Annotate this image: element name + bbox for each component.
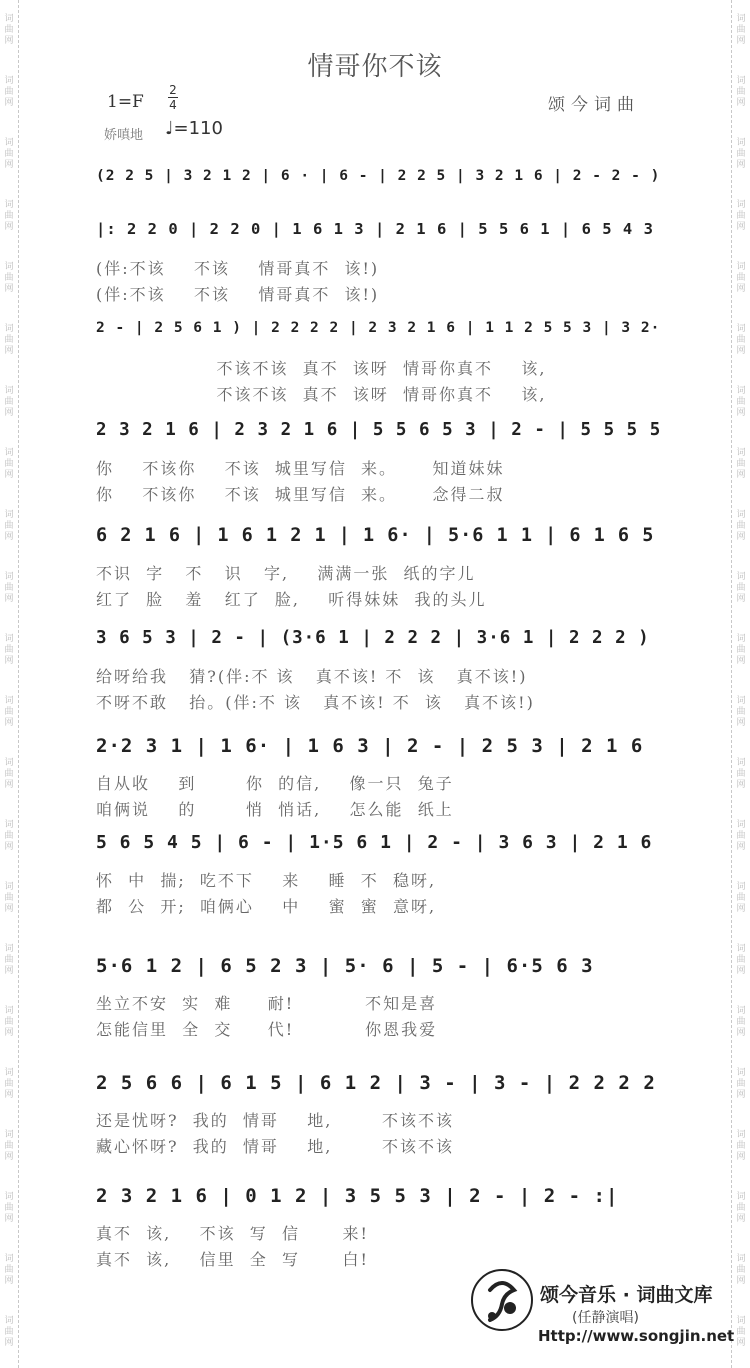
edge-watermark-text: 词 曲 网 <box>736 448 746 480</box>
lyric-line: 还是忧呀? 我的 情哥 地, 不该不该 <box>96 1111 454 1130</box>
edge-watermark-text: 词 曲 网 <box>736 200 746 232</box>
notation-line: 2·2 3 1 | 1 6· | 1 6 3 | 2 - | 2 5 3 | 2 1 6 <box>96 735 644 757</box>
edge-watermark-text: 词 曲 网 <box>4 324 14 356</box>
left-watermark-strip <box>0 0 19 1368</box>
notation-line: 3 6 5 3 | 2 - | (3·6 1 | 2 2 2 | 3·6 1 | 2 2 2 ) <box>96 628 650 648</box>
edge-watermark-text: 词 曲 网 <box>4 262 14 294</box>
edge-watermark-text: 词 曲 网 <box>736 262 746 294</box>
notation-line: 2 3 2 1 6 | 0 1 2 | 3 5 5 3 | 2 - | 2 - :| <box>96 1185 619 1207</box>
edge-watermark-text: 词 曲 网 <box>4 1006 14 1038</box>
edge-watermark-text: 词 曲 网 <box>4 572 14 604</box>
edge-watermark-text: 词 曲 网 <box>4 510 14 542</box>
lyric-line: (伴:不该 不该 情哥真不 该!) <box>96 285 380 304</box>
edge-watermark-text: 词 曲 网 <box>4 1192 14 1224</box>
edge-watermark-text: 词 曲 网 <box>736 324 746 356</box>
edge-watermark-text: 词 曲 网 <box>4 1130 14 1162</box>
lyric-line: 红了 脸 羞 红了 脸, 听得妹妹 我的头儿 <box>96 590 487 609</box>
edge-watermark-text: 词 曲 网 <box>736 76 746 108</box>
edge-watermark-text: 词 曲 网 <box>736 820 746 852</box>
notation-line: 2 5 6 6 | 6 1 5 | 6 1 2 | 3 - | 3 - | 2 2 2 2 <box>96 1072 656 1094</box>
lyric-line: 给呀给我 猜?(伴:不 该 真不该! 不 该 真不该!) <box>96 667 528 686</box>
meter-bottom: 4 <box>169 98 177 112</box>
meter-top: 2 <box>169 83 177 97</box>
edge-watermark-text: 词 曲 网 <box>4 14 14 46</box>
tempo-expression: 娇嗔地 <box>104 128 144 143</box>
edge-watermark-text: 词 曲 网 <box>4 138 14 170</box>
edge-watermark-text: 词 曲 网 <box>736 696 746 728</box>
edge-watermark-text: 词 曲 网 <box>4 1254 14 1286</box>
notation-line: |: 2 2 0 | 2 2 0 | 1 6 1 3 | 2 1 6 | 5 5 6 1 | 6 5 4 3 <box>96 220 654 238</box>
lyric-line: 咱俩说 的 悄 悄话, 怎么能 纸上 <box>96 800 454 819</box>
notation-line: 2 3 2 1 6 | 2 3 2 1 6 | 5 5 6 5 3 | 2 - | 5 5 5 5 <box>96 420 662 440</box>
lyric-line: 都 公 开; 咱俩心 中 蜜 蜜 意呀, <box>96 897 437 916</box>
edge-watermark-text: 词 曲 网 <box>736 758 746 790</box>
edge-watermark-text: 词 曲 网 <box>736 1130 746 1162</box>
edge-watermark-text: 词 曲 网 <box>4 386 14 418</box>
edge-watermark-text: 词 曲 网 <box>4 200 14 232</box>
lyric-line: 不呀不敢 抬。(伴:不 该 真不该! 不 该 真不该!) <box>96 693 535 712</box>
lyric-line: 自从收 到 你 的信, 像一只 兔子 <box>96 774 454 793</box>
lyric-line: 你 不该你 不该 城里写信 来。 念得二叔 <box>96 485 505 504</box>
edge-watermark-text: 词 曲 网 <box>736 1006 746 1038</box>
lyric-line: 不该不该 真不 该呀 情哥你真不 该, <box>96 385 547 404</box>
lyric-line: 坐立不安 实 难 耐! 不知是喜 <box>96 994 438 1013</box>
right-watermark-strip <box>731 0 750 1368</box>
edge-watermark-text: 词 曲 网 <box>736 944 746 976</box>
edge-watermark-text: 词 曲 网 <box>736 1254 746 1286</box>
edge-watermark-text: 词 曲 网 <box>736 138 746 170</box>
lyric-line: 藏心怀呀? 我的 情哥 地, 不该不该 <box>96 1137 454 1156</box>
lyric-line: 真不 该, 不该 写 信 来! <box>96 1224 369 1243</box>
time-signature <box>168 84 178 111</box>
edge-watermark-text: 词 曲 网 <box>4 944 14 976</box>
songjin-logo-icon <box>470 1268 534 1332</box>
edge-watermark-text: 词 曲 网 <box>4 820 14 852</box>
author-credit: 颂今词曲 <box>548 95 640 115</box>
edge-watermark-text: 词 曲 网 <box>4 634 14 666</box>
edge-watermark-text: 词 曲 网 <box>4 882 14 914</box>
edge-watermark-text: 词 曲 网 <box>736 1192 746 1224</box>
lyric-line: 不该不该 真不 该呀 情哥你真不 该, <box>96 359 547 378</box>
edge-watermark-text: 词 曲 网 <box>736 386 746 418</box>
notation-line: 2 - | 2 5 6 1 ) | 2 2 2 2 | 2 3 2 1 6 | 1 1 2 5 5 3 | 3 2· <box>96 320 661 336</box>
footer-singer: (任静演唱) <box>572 1310 639 1326</box>
song-title: 情哥你不该 <box>307 52 443 82</box>
notation-line: 6 2 1 6 | 1 6 1 2 1 | 1 6· | 5·6 1 1 | 6 1 6 5 <box>96 525 655 546</box>
lyric-line: (伴:不该 不该 情哥真不 该!) <box>96 259 380 278</box>
edge-watermark-text: 词 曲 网 <box>736 14 746 46</box>
edge-watermark-text: 词 曲 网 <box>736 634 746 666</box>
edge-watermark-text: 词 曲 网 <box>4 758 14 790</box>
footer-brand: 颂今音乐 · 词曲文库 <box>540 1284 713 1306</box>
notation-line: 5·6 1 2 | 6 5 2 3 | 5· 6 | 5 - | 6·5 6 3 <box>96 955 594 977</box>
lyric-line: 不识 字 不 识 字, 满满一张 纸的字儿 <box>96 564 476 583</box>
edge-watermark-text: 词 曲 网 <box>736 510 746 542</box>
edge-watermark-text: 词 曲 网 <box>736 1316 746 1348</box>
lyric-line: 怎能信里 全 交 代! 你恩我爱 <box>96 1020 438 1039</box>
edge-watermark-text: 词 曲 网 <box>736 572 746 604</box>
notation-line: 5 6 5 4 5 | 6 - | 1·5 6 1 | 2 - | 3 6 3 | 2 1 6 <box>96 832 653 853</box>
lyric-line: 真不 该, 信里 全 写 白! <box>96 1250 369 1269</box>
key-signature: 1=F <box>107 92 144 112</box>
footer-url: Http://www.songjin.net <box>538 1327 735 1345</box>
notation-line: (2 2 5 | 3 2 1 2 | 6 · | 6 - | 2 2 5 | 3 2 1 6 | 2 - 2 - ) <box>96 168 661 184</box>
edge-watermark-text: 词 曲 网 <box>4 696 14 728</box>
lyric-line: 你 不该你 不该 城里写信 来。 知道妹妹 <box>96 459 505 478</box>
edge-watermark-text: 词 曲 网 <box>736 882 746 914</box>
edge-watermark-text: 词 曲 网 <box>4 76 14 108</box>
lyric-line: 怀 中 揣; 吃不下 来 睡 不 稳呀, <box>96 871 437 890</box>
tempo-marking: ♩=110 <box>165 118 223 139</box>
edge-watermark-text: 词 曲 网 <box>736 1068 746 1100</box>
edge-watermark-text: 词 曲 网 <box>4 1068 14 1100</box>
edge-watermark-text: 词 曲 网 <box>4 1316 14 1348</box>
edge-watermark-text: 词 曲 网 <box>4 448 14 480</box>
